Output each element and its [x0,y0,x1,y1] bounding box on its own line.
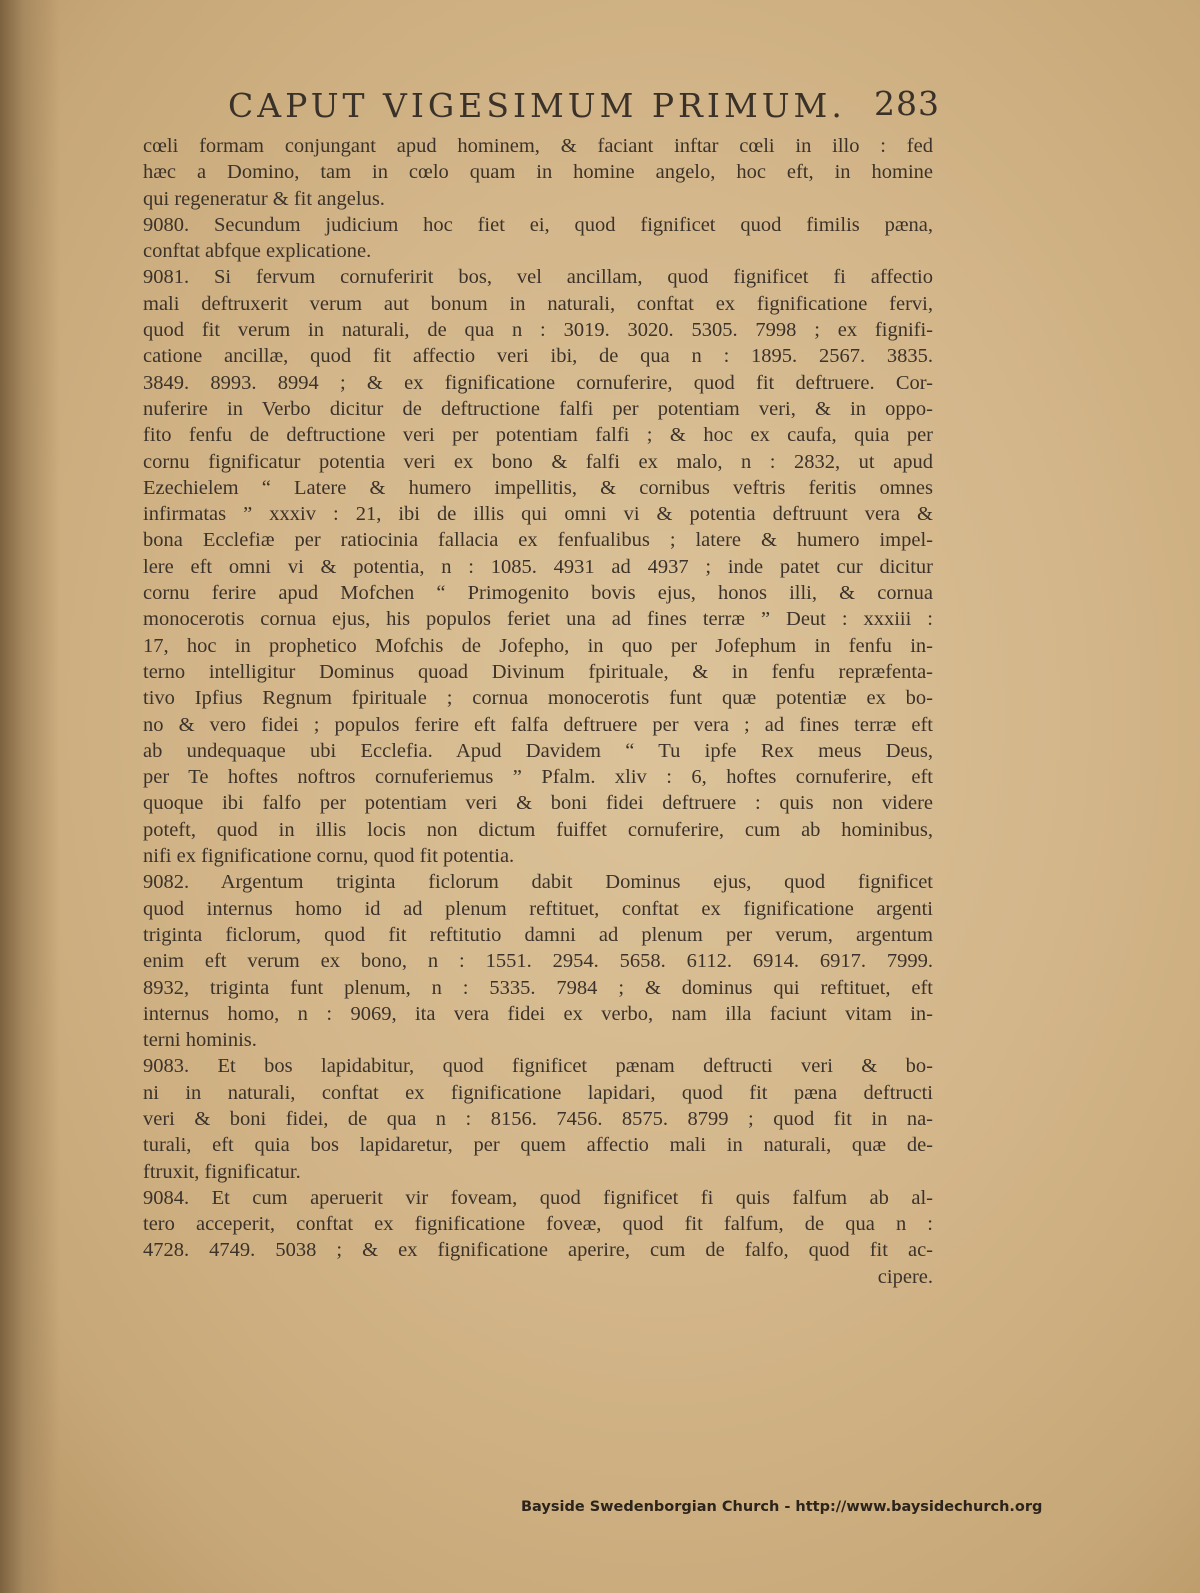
text-line: hæc a Domino, tam in cœlo quam in homine angelo, hoc eft, in homine [143,161,933,184]
page-header [228,80,940,130]
text-line: cornu ferire apud Mofchen “ Primogenito bovis ejus, honos illi, & cornua [143,582,933,605]
paragraph-9082-line: 9082. Argentum triginta ficlorum dabit Dominus ejus, quod fignificet [143,871,933,894]
footer-credit: Bayside Swedenborgian Church - http://www.baysidechurch.org [521,1499,1043,1515]
text-line: veri & boni fidei, de qua n : 8156. 7456. 8575. 8799 ; quod fit in na- [143,1107,933,1130]
text-line: ni in naturali, conftat ex fignificatione lapidari, quod fit pæna deftructi [143,1081,933,1104]
text-line: infirmatas ” xxxiv : 21, ibi de illis qui omni vi & potentia deftruunt vera & [143,503,933,526]
paragraph-9084-line: 9084. Et cum aperuerit vir foveam, quod fignificet fi quis falfum ab al- [143,1186,933,1209]
running-title: CAPUT VIGESIMUM PRIMUM. [228,86,846,125]
binding-shadow [0,0,60,1593]
text-line: terno intelligitur Dominus quoad Divinum fpirituale, & in fenfu repræfenta- [143,660,933,683]
text-line: cœli formam conjungant apud hominem, & faciant inftar cœli in illo : fed [143,135,933,157]
text-line: nifi ex fignificatione cornu, quod fit potentia. [143,845,515,868]
text-line: turali, eft quia bos lapidaretur, per quem affectio mali in naturali, quæ de- [143,1134,933,1157]
catchword: cipere. [877,1265,933,1288]
text-line: poteft, quod in illis locis non dictum fuiffet cornuferire, cum ab hominibus, [143,818,933,841]
text-line: per Te hoftes noftros cornuferiemus ” Pfalm. xliv : 6, hoftes cornuferire, eft [143,766,933,789]
text-line: nuferire in Verbo dicitur de deftructione falfi per potentiam veri, & in oppo- [143,397,933,420]
text-line: 4728. 4749. 5038 ; & ex fignificatione aperire, cum de falfo, quod fit ac- [143,1239,933,1262]
text-line: 8932, triginta funt plenum, n : 5335. 7984 ; & dominus qui reftituet, eft [143,976,933,999]
text-line: monocerotis cornua ejus, his populos feriet una ad fines terræ ” Deut : xxxiii : [143,608,933,631]
text-line: ftruxit, fignificatur. [143,1160,301,1183]
text-line: quod internus homo id ad plenum reftituet, conftat ex fignificatione argenti [143,897,933,920]
text-line: 3849. 8993. 8994 ; & ex fignificatione cornuferire, quod fit deftruere. Cor- [143,371,933,394]
text-line: catione ancillæ, quod fit affectio veri ibi, de qua n : 1895. 2567. 3835. [143,345,933,368]
text-line: enim eft verum ex bono, n : 1551. 2954. 5658. 6112. 6914. 6917. 7999. [143,950,933,973]
text-line: conftat abfque explicatione. [143,240,372,263]
text-line: no & vero fidei ; populos ferire eft falfa deftruere per vera ; ad fines terræ eft [143,713,933,736]
text-line: internus homo, n : 9069, ita vera fidei ex verbo, nam illa faciunt vitam in- [143,1002,933,1025]
text-line: quoque ibi falfo per potentiam veri & boni fidei deftruere : quis non videre [143,792,933,815]
text-line: fito fenfu de deftructione veri per potentiam falfi ; & hoc ex caufa, quia per [143,424,933,447]
paragraph-9083-line: 9083. Et bos lapidabitur, quod fignificet pænam deftructi veri & bo- [143,1055,933,1078]
text-line: ab undequaque ubi Ecclefia. Apud Davidem “ Tu ipfe Rex meus Deus, [143,739,933,762]
text-line: mali deftruxerit verum aut bonum in naturali, conftat ex fignificatione fervi, [143,292,933,315]
text-line: 17, hoc in prophetico Mofchis de Jofepho, in quo per Jofephum in fenfu in- [143,634,933,657]
text-line: cornu fignificatur potentia veri ex bono & falfi ex malo, n : 2832, ut apud [143,450,933,473]
paragraph-9081-line: 9081. Si fervum cornuferirit bos, vel ancillam, quod fignificet fi affectio [143,266,933,289]
page-number: 283 [874,84,940,123]
text-line: qui regeneratur & fit angelus. [143,187,385,210]
text-line: terni hominis. [143,1029,257,1052]
text-line: bona Ecclefiæ per ratiocinia fallacia ex fenfualibus ; latere & humero impel- [143,529,933,552]
text-line: tero acceperit, conftat ex fignificatione foveæ, quod fit falfum, de qua n : [143,1213,933,1236]
text-line: triginta ficlorum, quod fit reftitutio damni ad plenum per verum, argentum [143,923,933,946]
text-line: tivo Ipfius Regnum fpirituale ; cornua monocerotis funt quæ potentiæ ex bo- [143,687,933,710]
text-line: Ezechielem “ Latere & humero impellitis, & cornibus veftris feritis omnes [143,476,933,499]
paragraph-9080-line: 9080. Secundum judicium hoc fiet ei, quod fignificet quod fimilis pæna, [143,213,933,236]
text-line: lere eft omni vi & potentia, n : 1085. 4931 ad 4937 ; inde patet cur dicitur [143,555,933,578]
body-text [143,133,933,1290]
text-line: quod fit verum in naturali, de qua n : 3019. 3020. 5305. 7998 ; ex fignifi- [143,319,933,342]
